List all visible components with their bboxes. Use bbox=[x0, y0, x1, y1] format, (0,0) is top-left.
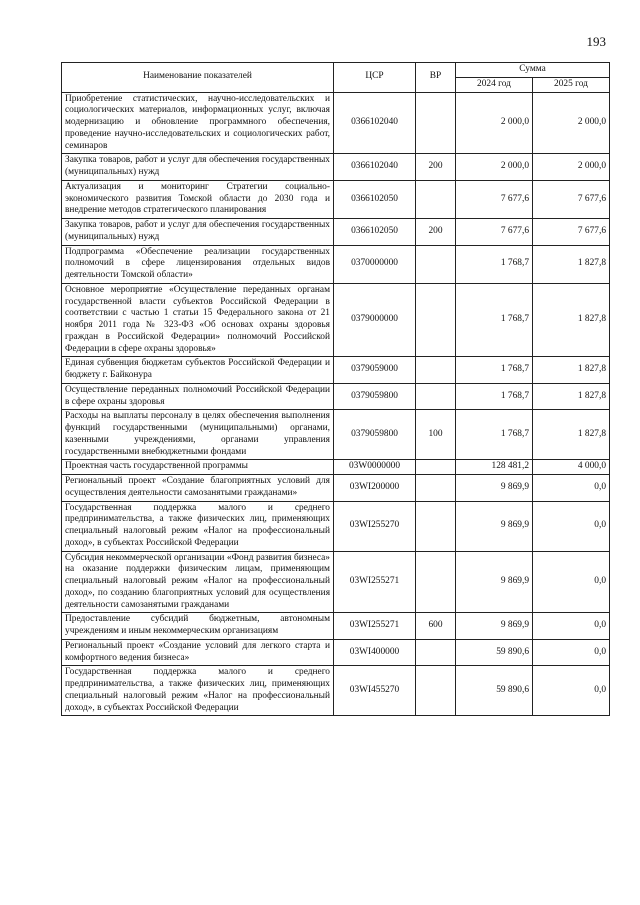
row-amount-2025: 1 827,8 bbox=[533, 357, 610, 384]
row-vr: 200 bbox=[416, 154, 456, 181]
header-year-2025: 2025 год bbox=[533, 77, 610, 92]
row-csr: 0366102050 bbox=[334, 180, 416, 218]
table-row bbox=[62, 219, 610, 246]
row-amount-2025: 0,0 bbox=[533, 613, 610, 640]
row-amount-2025: 1 827,8 bbox=[533, 283, 610, 357]
budget-table bbox=[61, 62, 610, 716]
table-row bbox=[62, 154, 610, 181]
row-amount-2025: 1 827,8 bbox=[533, 383, 610, 410]
table-row bbox=[62, 460, 610, 475]
table-row bbox=[62, 551, 610, 613]
row-amount-2025: 0,0 bbox=[533, 666, 610, 716]
table-row bbox=[62, 410, 610, 460]
row-vr bbox=[416, 92, 456, 154]
row-amount-2025: 7 677,6 bbox=[533, 180, 610, 218]
row-amount-2024: 7 677,6 bbox=[456, 180, 533, 218]
row-vr bbox=[416, 475, 456, 502]
row-name: Региональный проект «Создание благоприятных условий для осуществления деятельности самозанятыми гражданами» bbox=[62, 475, 334, 502]
row-csr: 0379059800 bbox=[334, 410, 416, 460]
row-amount-2024: 1 768,7 bbox=[456, 283, 533, 357]
row-amount-2025: 1 827,8 bbox=[533, 410, 610, 460]
row-name: Подпрограмма «Обеспечение реализации государственных полномочий в сфере лицензирования отдельных видов деятельности Томской области» bbox=[62, 245, 334, 283]
row-name: Закупка товаров, работ и услуг для обеспечения государственных (муниципальных) нужд bbox=[62, 219, 334, 246]
row-amount-2024: 9 869,9 bbox=[456, 501, 533, 551]
row-amount-2025: 2 000,0 bbox=[533, 92, 610, 154]
table-row bbox=[62, 245, 610, 283]
table-row bbox=[62, 639, 610, 666]
header-name: Наименование показателей bbox=[62, 63, 334, 93]
row-vr bbox=[416, 460, 456, 475]
row-vr bbox=[416, 283, 456, 357]
row-csr: 0379059800 bbox=[334, 383, 416, 410]
row-name: Предоставление субсидий бюджетным, автономным учреждениям и иным некоммерческим организациям bbox=[62, 613, 334, 640]
row-amount-2024: 128 481,2 bbox=[456, 460, 533, 475]
row-amount-2025: 0,0 bbox=[533, 639, 610, 666]
row-amount-2024: 9 869,9 bbox=[456, 613, 533, 640]
row-amount-2024: 59 890,6 bbox=[456, 666, 533, 716]
row-name: Актуализация и мониторинг Стратегии социально-экономического развития Томской области до 2030 года и внедрение методов стратегического планирования bbox=[62, 180, 334, 218]
row-vr bbox=[416, 551, 456, 613]
table-row bbox=[62, 92, 610, 154]
row-csr: 0366102040 bbox=[334, 154, 416, 181]
row-name: Осуществление переданных полномочий Российской Федерации в сфере охраны здоровья bbox=[62, 383, 334, 410]
row-amount-2024: 1 768,7 bbox=[456, 245, 533, 283]
row-name: Основное мероприятие «Осуществление переданных органам государственной власти субъектов Российской Федерации в соответствии с частью 1 статьи 15 Федерального закона от 21 ноября 2011 года № 323-ФЗ «Об основах охраны здоровья граждан в Российской Федерации» полномочий Российской Федерации в сфере охраны здоровья» bbox=[62, 283, 334, 357]
header-csr: ЦСР bbox=[334, 63, 416, 93]
row-csr: 0379059000 bbox=[334, 357, 416, 384]
table-row bbox=[62, 383, 610, 410]
row-csr: 03W0000000 bbox=[334, 460, 416, 475]
table-row bbox=[62, 613, 610, 640]
row-csr: 03WI455270 bbox=[334, 666, 416, 716]
row-amount-2024: 9 869,9 bbox=[456, 475, 533, 502]
row-name: Единая субвенция бюджетам субъектов Российской Федерации и бюджету г. Байконура bbox=[62, 357, 334, 384]
row-amount-2024: 1 768,7 bbox=[456, 383, 533, 410]
row-csr: 0366102040 bbox=[334, 92, 416, 154]
table-row bbox=[62, 283, 610, 357]
row-csr: 0379000000 bbox=[334, 283, 416, 357]
row-vr: 600 bbox=[416, 613, 456, 640]
table-row bbox=[62, 666, 610, 716]
row-vr bbox=[416, 357, 456, 384]
row-name: Приобретение статистических, научно-исследовательских и социологических материалов, информационных услуг, включая модернизацию и обновление программного обеспечения, проведение научно-исследовательских и социологических работ, семинаров bbox=[62, 92, 334, 154]
row-amount-2025: 4 000,0 bbox=[533, 460, 610, 475]
row-vr bbox=[416, 666, 456, 716]
row-vr bbox=[416, 639, 456, 666]
table-row bbox=[62, 501, 610, 551]
table-row bbox=[62, 475, 610, 502]
row-csr: 03WI400000 bbox=[334, 639, 416, 666]
row-name: Субсидия некоммерческой организации «Фонд развития бизнеса» на оказание поддержки физическим лицам, применяющим специальный налоговый режим «Налог на профессиональный доход», по созданию благоприятных условий для осуществления деятельности самозанятыми гражданами bbox=[62, 551, 334, 613]
table-row bbox=[62, 357, 610, 384]
row-csr: 0370000000 bbox=[334, 245, 416, 283]
row-vr: 200 bbox=[416, 219, 456, 246]
row-amount-2024: 59 890,6 bbox=[456, 639, 533, 666]
row-name: Проектная часть государственной программы bbox=[62, 460, 334, 475]
page-number: 193 bbox=[586, 34, 606, 49]
table-body bbox=[62, 92, 610, 716]
row-amount-2024: 2 000,0 bbox=[456, 92, 533, 154]
row-vr bbox=[416, 383, 456, 410]
header-sum: Сумма bbox=[456, 63, 610, 78]
header-vr: ВР bbox=[416, 63, 456, 93]
row-amount-2024: 1 768,7 bbox=[456, 410, 533, 460]
row-amount-2024: 7 677,6 bbox=[456, 219, 533, 246]
table-row bbox=[62, 180, 610, 218]
row-name: Государственная поддержка малого и среднего предпринимательства, а также физических лиц, применяющих специальный налоговый режим «Налог на профессиональный доход», в субъектах Российской Федерации bbox=[62, 501, 334, 551]
row-name: Региональный проект «Создание условий для легкого старта и комфортного ведения бизнеса» bbox=[62, 639, 334, 666]
row-amount-2024: 9 869,9 bbox=[456, 551, 533, 613]
row-csr: 03WI255271 bbox=[334, 613, 416, 640]
row-name: Государственная поддержка малого и среднего предпринимательства, а также физических лиц, применяющих специальный налоговый режим «Налог на профессиональный доход», в субъектах Российской Федерации bbox=[62, 666, 334, 716]
row-name: Расходы на выплаты персоналу в целях обеспечения выполнения функций государственными (муниципальными) органами, казенными учреждениями, органами управления государственными внебюджетными фондами bbox=[62, 410, 334, 460]
row-amount-2025: 1 827,8 bbox=[533, 245, 610, 283]
row-amount-2025: 0,0 bbox=[533, 475, 610, 502]
row-amount-2025: 0,0 bbox=[533, 551, 610, 613]
row-csr: 03WI255270 bbox=[334, 501, 416, 551]
row-csr: 0366102050 bbox=[334, 219, 416, 246]
row-amount-2025: 2 000,0 bbox=[533, 154, 610, 181]
row-amount-2025: 0,0 bbox=[533, 501, 610, 551]
row-amount-2024: 2 000,0 bbox=[456, 154, 533, 181]
row-vr bbox=[416, 180, 456, 218]
table-header bbox=[62, 63, 610, 93]
row-amount-2025: 7 677,6 bbox=[533, 219, 610, 246]
row-vr bbox=[416, 245, 456, 283]
row-csr: 03WI255271 bbox=[334, 551, 416, 613]
row-amount-2024: 1 768,7 bbox=[456, 357, 533, 384]
row-vr bbox=[416, 501, 456, 551]
row-csr: 03WI200000 bbox=[334, 475, 416, 502]
row-vr: 100 bbox=[416, 410, 456, 460]
row-name: Закупка товаров, работ и услуг для обеспечения государственных (муниципальных) нужд bbox=[62, 154, 334, 181]
header-year-2024: 2024 год bbox=[456, 77, 533, 92]
